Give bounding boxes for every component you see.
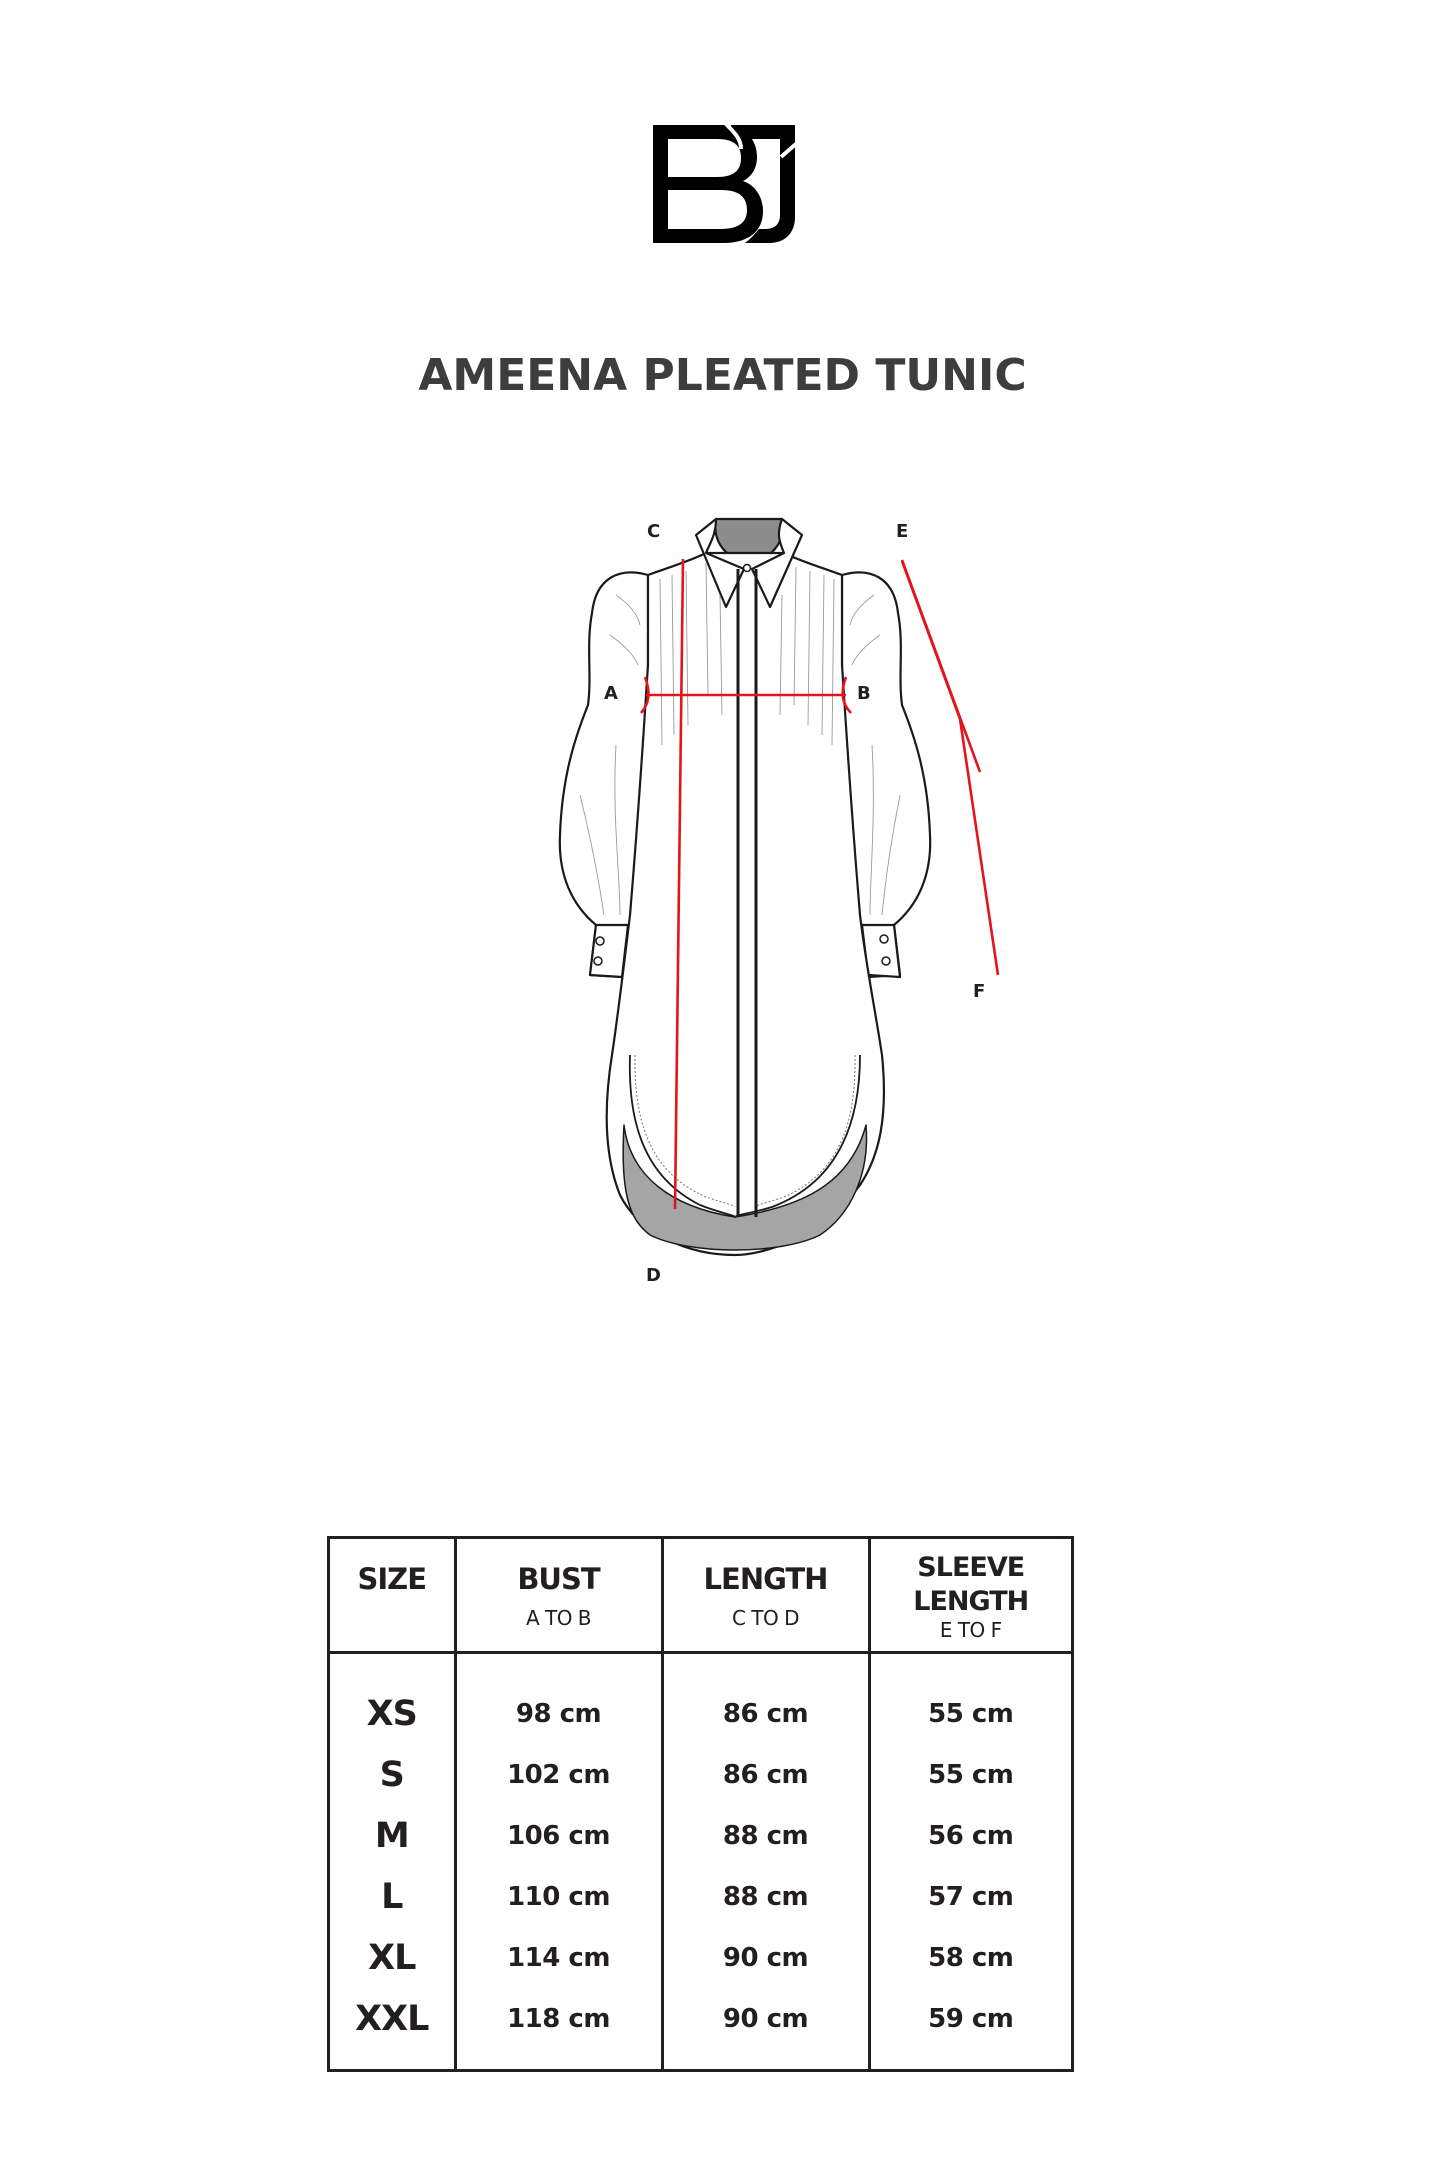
sleeve-length-value: 59 cm bbox=[928, 2003, 1014, 2034]
size-chart-header-row bbox=[330, 1539, 1071, 1652]
size-label: XL bbox=[368, 1937, 416, 1978]
sleeve-length-value: 55 cm bbox=[928, 1698, 1014, 1729]
header-length-subtitle: C TO D bbox=[731, 1606, 800, 1630]
bust-value: 98 cm bbox=[515, 1698, 602, 1729]
tunic-sketch-icon bbox=[520, 495, 1000, 1295]
measure-label-b: B bbox=[857, 683, 871, 704]
size-column bbox=[330, 1652, 455, 2069]
measure-label-e: E bbox=[896, 521, 909, 542]
header-sleeve-title-line1: SLEEVE bbox=[917, 1552, 1025, 1583]
bust-value: 106 cm bbox=[507, 1820, 610, 1851]
size-chart-body-row bbox=[330, 1652, 1071, 2069]
sleeve-length-value: 55 cm bbox=[928, 1759, 1014, 1790]
length-column bbox=[662, 1652, 869, 2069]
sleeve-length-value: 56 cm bbox=[928, 1820, 1014, 1851]
bust-value: 110 cm bbox=[507, 1881, 610, 1912]
length-value: 90 cm bbox=[722, 1942, 809, 1973]
sleeve-length-value: 58 cm bbox=[928, 1942, 1014, 1973]
product-title: AMEENA PLEATED TUNIC bbox=[418, 350, 1027, 401]
garment-diagram bbox=[520, 495, 1000, 1295]
length-value: 88 cm bbox=[722, 1881, 809, 1912]
bj-monogram-logo-icon bbox=[653, 125, 795, 243]
header-bust-subtitle: A TO B bbox=[525, 1606, 592, 1630]
size-label: XXL bbox=[355, 1998, 429, 2039]
bust-value: 114 cm bbox=[507, 1942, 610, 1973]
bust-column bbox=[455, 1652, 662, 2069]
header-length bbox=[662, 1539, 869, 1652]
length-value: 86 cm bbox=[722, 1698, 809, 1729]
header-sleeve-title-line2: LENGTH bbox=[913, 1586, 1029, 1617]
header-bust-title: BUST bbox=[517, 1562, 600, 1596]
header-sleeve-length bbox=[869, 1539, 1071, 1652]
measure-label-c: C bbox=[647, 521, 661, 542]
header-size bbox=[330, 1539, 455, 1652]
bust-value: 118 cm bbox=[507, 2003, 610, 2034]
header-sleeve-subtitle: E TO F bbox=[939, 1618, 1002, 1642]
sleeve-length-column bbox=[869, 1652, 1071, 2069]
brand-logo bbox=[653, 125, 795, 243]
size-chart-table bbox=[327, 1536, 1074, 2072]
length-value: 90 cm bbox=[722, 2003, 809, 2034]
length-value: 86 cm bbox=[722, 1759, 809, 1790]
size-label: M bbox=[374, 1815, 409, 1856]
size-label: S bbox=[379, 1754, 404, 1795]
length-value: 88 cm bbox=[722, 1820, 809, 1851]
measure-label-f: F bbox=[973, 981, 986, 1002]
size-label: L bbox=[381, 1876, 403, 1917]
sleeve-length-value: 57 cm bbox=[928, 1881, 1014, 1912]
header-size-title: SIZE bbox=[357, 1562, 426, 1596]
bust-value: 102 cm bbox=[507, 1759, 610, 1790]
size-label: XS bbox=[366, 1693, 417, 1734]
header-bust bbox=[455, 1539, 662, 1652]
header-length-title: LENGTH bbox=[703, 1562, 828, 1596]
measure-label-d: D bbox=[646, 1265, 661, 1286]
measure-label-a: A bbox=[604, 683, 618, 704]
